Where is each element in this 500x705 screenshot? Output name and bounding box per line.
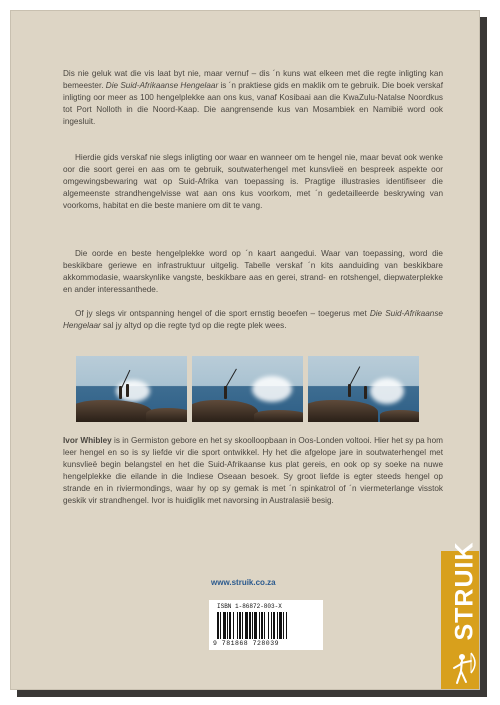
angling-photo-left [76,356,187,422]
publisher-website-link[interactable]: www.struik.co.za [211,578,276,587]
archer-logo-icon [449,651,480,687]
blurb-paragraph-4 [63,308,443,332]
p4-run: Of jy slegs vir ontspanning hengel of die sport ernstig beoefen – toegerus met [75,309,370,318]
p1-run: Die Suid-Afrikaanse Hengelaar [105,81,219,90]
p1-run: Dis nie geluk wat die vis laat byt nie, maar vernuf – dis ´n kuns wat elkeen met die regte inligting kan bemeester. [63,69,443,90]
author-name: Ivor Whibley [63,436,112,445]
angling-photo-middle [192,356,303,422]
book-back-cover [10,10,480,690]
author-bio [63,435,443,507]
blurb-paragraph-1 [63,68,443,128]
barcode-digits: 9 781868 728039 [213,640,280,647]
publisher-name: STRUIK [450,541,479,641]
isbn-barcode [209,600,323,650]
publisher-band [441,541,480,690]
p1-run: is ´n praktiese gids en maklik om te gebruik. Die boek verskaf inligting oor meer as 100 hengelplekke aan ons kus, vanaf Kosibaai aan die KwaZulu-Natalse Noordkus tot Port Nolloth in die Noord-Kaap. Die aangrensende kus van Mosambiek en Namibië word ook ingesluit. [63,81,443,126]
p4-run: Die Suid-Afrikaanse Hengelaar [63,309,443,330]
angling-photo-right [308,356,419,422]
barcode-icon [217,612,315,639]
isbn-label: ISBN 1-86872-803-X [217,603,282,610]
blurb-paragraph-2: Hierdie gids verskaf nie slegs inligting oor waar en wanneer om te hengel nie, maar bevat ook wenke oor die soort gerei en aas om te gebruik, soutwaterhengel met kunsvlieë en bespreek aspekte oor omgewingsbewaring wat op Suid-Afrika van toepassing is. Pragtige illustrasies identifiseer die algemeenste strandhengelvisse wat aan ons kus voorkom, met ´n gedetailleerde beskrywing van voorkoms, habitat en die beste maniere om dit te vang. [63,153,443,210]
p4-run: sal jy altyd op die regte tyd op die regte plek wees. [100,321,287,330]
blurb-paragraph-3: Die oorde en beste hengelplekke word op ´n kaart aangedui. Waar van toepassing, word die beskikbare geriewe en infrastruktuur uitgelig. Tabelle verskaf ´n kits aanduiding van beskikbare akkommodasie, waarskynlike vangste, beskikbare aas en gerei, strand- en rotshengel, diepwaterplekke en ander interessanthede. [63,249,443,294]
author-bio-text: is in Germiston gebore en het sy skoolloopbaan in Oos-Londen voltooi. Hier het sy pa hom leer hengel en so is sy liefde vir die sport ontwikkel. Hy het die afgelope jare in soutwaterhengel met kunsvlieë begin belangstel en het die Suid-Afrikaanse kus plat gereis, en ook op sy soeke na nuwe hengelplekke die eilande in die Indiese Oseaan besoek. Sy groot liefde is egter steeds hengel op strande en in riviermondings, waar hy op sy gemak is met ´n spinkatrol of ´n viermeterlange visstok geskik vir strandhengel. Ivor is huidiglik met navorsing in Australasië besig. [63,436,443,505]
